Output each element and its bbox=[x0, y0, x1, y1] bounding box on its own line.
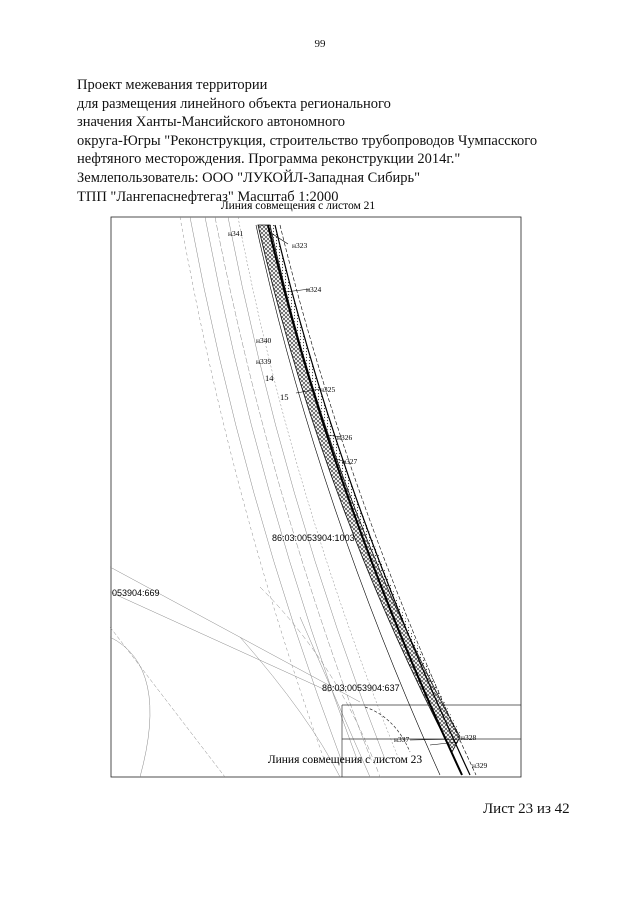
parcel-label: 86:03:0053904:637 bbox=[322, 683, 400, 693]
point-label: 15 bbox=[280, 392, 289, 402]
point-label: н337 bbox=[394, 735, 410, 744]
point-label: н339 bbox=[256, 357, 272, 366]
sheet-number: Лист 23 из 42 bbox=[483, 801, 570, 817]
top-caption: Линия совмещения с листом 21 bbox=[220, 200, 376, 212]
header-line: ТПП "Лангепаснефтегаз" Масштаб 1:2000 bbox=[77, 188, 339, 205]
header-line: значения Ханты-Мансийского автономного bbox=[77, 114, 346, 131]
document-header bbox=[77, 76, 597, 206]
point-label: н327 bbox=[342, 457, 358, 466]
bottom-caption: Линия совмещения с листом 23 bbox=[267, 754, 423, 766]
header-line: округа-Югры "Реконструкция, строительство трубопроводов Чумпасского bbox=[77, 132, 538, 149]
header-line: нефтяного месторождения. Программа реконструкции 2014г." bbox=[77, 151, 461, 168]
corridor-fill bbox=[270, 225, 462, 742]
parcel-boundary bbox=[342, 705, 521, 777]
point-label: н325 bbox=[320, 385, 336, 394]
point-label: 14 bbox=[265, 373, 274, 383]
point-label: н323 bbox=[292, 241, 308, 250]
header-line: для размещения линейного объекта регионального bbox=[77, 95, 391, 112]
parcel-label: 053904:669 bbox=[112, 588, 160, 598]
point-label: н324 bbox=[306, 285, 322, 294]
point-label: н340 bbox=[256, 336, 272, 345]
header-line: Проект межевания территории bbox=[77, 77, 268, 93]
point-label: н326 bbox=[337, 433, 353, 442]
background-lines bbox=[110, 217, 400, 777]
survey-map bbox=[110, 197, 525, 780]
header-line: Землепользователь: ООО "ЛУКОЙЛ-Западная Сибирь" bbox=[77, 169, 420, 186]
page-number: 99 bbox=[314, 38, 326, 50]
point-label: н341 bbox=[228, 229, 244, 238]
point-label: н328 bbox=[461, 733, 477, 742]
parcel-label: 86:03:0053904:1003 bbox=[272, 533, 355, 543]
point-label: н329 bbox=[472, 761, 488, 770]
map-frame bbox=[111, 217, 521, 777]
